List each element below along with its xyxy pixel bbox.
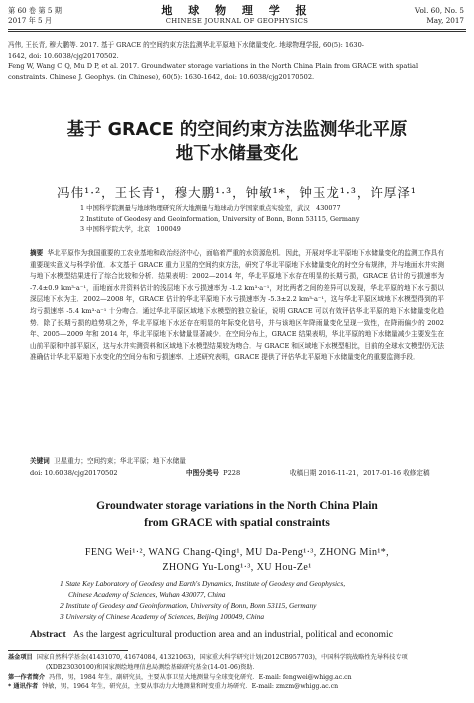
affiliation-en-3: 3 University of Chinese Academy of Sciences, Beijing 100049, China [60, 612, 265, 621]
received-dates: 收稿日期 2016-11-21，2017-01-16 收修定稿 [290, 469, 430, 477]
affiliation-en-1b: Chinese Academy of Sciences, Wuhan 430077, China [68, 590, 226, 599]
first-author-text: 冯伟，男，1984 年生，副研究员，主要从事卫星大地测量与全球变化研究．E-mail: fengwei@whigg.ac.cn [49, 673, 352, 681]
funding-note [8, 653, 466, 663]
keywords-line [30, 456, 444, 467]
funding-label: 基金项目 [8, 654, 33, 661]
title-cn-line2: 地下水储量变化 [175, 144, 299, 164]
header-rule [8, 29, 466, 30]
authors-en-line1: FENG Wei¹·², WANG Chang-Qing¹, MU Da-Peng¹·³, ZHONG Min¹*, [84, 547, 390, 558]
affiliation-en-1a: 1 State Key Laboratory of Geodesy and Earth's Dynamics, Institute of Geodesy and Geophysics, [60, 579, 346, 588]
clc-number [186, 468, 240, 479]
header-rule-thin [8, 31, 466, 32]
title-en-line2: from GRACE with spatial constraints [144, 517, 330, 529]
corresponding-text: 钟敏，男，1964 年生，研究员，主要从事动力大地测量和时变重力场研究．E-mail: zmzm@whigg.ac.cn [42, 683, 339, 691]
doi: doi: 10.6038/cjg20170502 [30, 469, 118, 477]
abstract-en [30, 628, 450, 641]
journal-title-en: CHINESE JOURNAL OF GEOPHYSICS [165, 17, 309, 25]
volume-issue-cn: 第 60 卷 第 5 期 [8, 6, 62, 15]
citation-en-line1: Feng W, Wang C Q, Mu D P, et al. 2017. Groundwater storage variations in the North China Plain from GRACE with spatial [8, 62, 419, 70]
affiliation-en-2: 2 Institute of Geodesy and Geoinformation, University of Bonn, Bonn 53115, Germany [60, 601, 317, 610]
first-author-note [8, 673, 466, 683]
title-cn-line1: 基于 GRACE 的空间约束方法监测华北平原 [66, 120, 408, 140]
corresponding-author-note [8, 682, 466, 692]
keywords-text: 卫星重力；空间约束；华北平原；地下水储量 [53, 457, 186, 465]
abstract-cn-text: 华北平原作为我国重要的工农业基地和政治经济中心，面临着严重的水资源危机．因此，开展对华北平原地下水储量变化的监测工作具有重要现实意义与科学价值．本文基于 GRACE 重力卫星的空间约束方法，研究了华北平原地下水储量变化的时空分布规律，并与地面水井实测与地下水模型结果进行了综合比较和分析．结果表明：2002—2014 年，华北平原地下水存在明显的长期亏损，GRACE 估计的亏损速率为 -7.4±0.9 km³·a⁻¹，而地面水井资料估计的浅层地下水亏损速率为 -1.2 km³·a⁻¹，对比两者之间的差异可以发现，华北平原的地下水亏损以深层地下水为主．2002—2008 年，GRACE 估计的华北平原地下水亏损速率为 -5.3±2.2 km³·a⁻¹，这与华北平原区域地下水模型得到的平均亏损速率 -5.4 km³·a⁻¹ 十分吻合．通过华北平原区域地下水模型的独立验证，说明 GRACE 可以有效评估华北平原的地下水储量变化趋势．除了长期亏损的趋势项之外，华北平原地下水还存在明显的年际变化信号，并与该地区年降雨量变化呈现一致性，在降雨偏少的 2002 年、2005—2009 年和 2014 年，华北平原地下水储量显著减少．在空间分布上，GRACE 结果表明，华北平原的地下水储量减少主要发生在山前平原和中部平原区，这与水井实测资料和区域地下水模型结果较为吻合．与 GRACE 和区域地下水模型相比，目前的全球水文模型仍无法准确估计华北平原地下水变化的空间分布和亏损速率．上述研究表明，GRACE 提供了评估华北平原地下水储量变化的重要监测手段． [30, 249, 444, 362]
citation-cn-line2: 1642, doi: 10.6038/cjg20170502. [8, 51, 119, 60]
footnote-rule [8, 650, 128, 651]
clc-value: P228 [223, 469, 241, 477]
authors-en-line2: ZHONG Yu-Long¹·³, XU Hou-Ze¹ [162, 562, 312, 573]
journal-title-cn: 地 球 物 理 学 报 [161, 4, 313, 17]
keywords-label: 关键词 [30, 457, 50, 465]
first-author-label: 第一作者简介 [8, 673, 46, 681]
authors-en [0, 545, 474, 575]
affiliation-cn-2: 2 Institute of Geodesy and Geoinformation, University of Bonn, Bonn 53115, Germany [80, 214, 360, 223]
clc-label: 中图分类号 [186, 469, 219, 477]
footnotes [8, 653, 466, 692]
title-en [0, 498, 474, 532]
affiliation-cn-1: 1 中国科学院测量与地球物理研究所大地测量与地球动力学国家重点实验室，武汉 430077 [80, 204, 341, 212]
citation-block [8, 40, 466, 82]
title-en-line1: Groundwater storage variations in the North China Plain [96, 500, 378, 512]
volume-issue-en: Vol. 60, No. 5 [414, 6, 464, 15]
abstract-cn-label: 摘要 [30, 249, 44, 257]
running-header-right [415, 6, 464, 26]
title-cn [0, 118, 474, 166]
citation-cn-line1: 冯伟, 王长青, 穆大鹏等. 2017. 基于 GRACE 的空间约束方法监测华北平原地下水储量变化. 地球物理学报, 60(5): 1630- [8, 41, 364, 49]
affiliations-cn [80, 203, 440, 235]
funding-text-2: (XDB23030100)和国家测绘地理信息局测绘基础研究基金(14-01-06)资助． [46, 663, 259, 671]
date-en: May, 2017 [426, 16, 464, 25]
abstract-cn [30, 248, 444, 364]
abstract-en-text: As the largest agricultural production area and an industrial, political and economic [72, 629, 393, 640]
affiliation-cn-3: 3 中国科学院大学，北京 100049 [80, 225, 181, 233]
citation-en-line2: constraints. Chinese J. Geophys. (in Chinese), 60(5): 1630-1642, doi: 10.6038/cjg20170502. [8, 72, 315, 81]
running-header-center [0, 4, 474, 26]
corresponding-label: * 通讯作者 [8, 683, 39, 691]
funding-text-1: 国家自然科学基金(41431070, 41674084, 41321063)，国家重大科学研究计划(2012CB957703)，中国科学院战略性先导科技专项 [36, 654, 408, 661]
abstract-en-label: Abstract [30, 629, 66, 640]
date-cn: 2017 年 5 月 [8, 16, 53, 25]
affiliations-en [60, 578, 460, 622]
authors-cn: 冯伟¹·²，王长青¹，穆大鹏¹·³，钟敏¹*，钟玉龙¹·³，许厚泽¹ [57, 185, 417, 200]
